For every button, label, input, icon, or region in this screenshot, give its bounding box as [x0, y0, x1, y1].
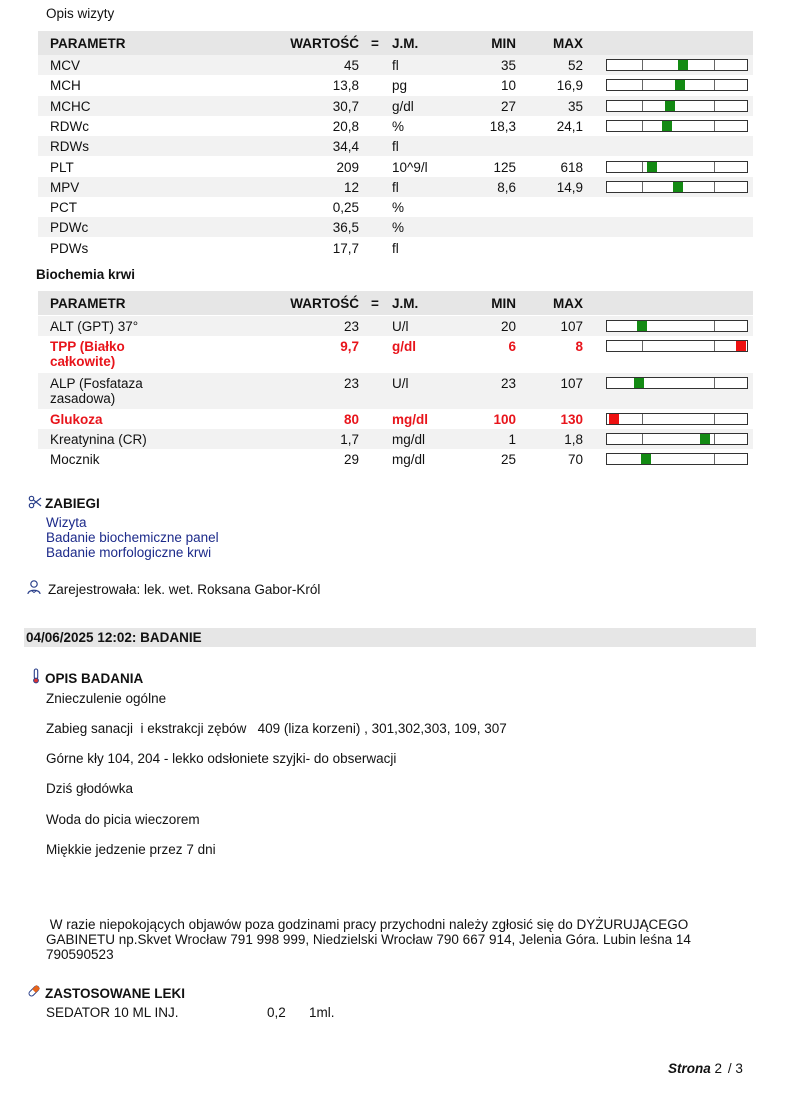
exam-line: Górne kły 104, 204 - lekko odsłoniete szyjki- do obserwacji: [46, 751, 397, 766]
cell-min: 23: [500, 376, 516, 391]
exam-header: 04/06/2025 12:02: BADANIE: [26, 630, 202, 645]
range-tick: [642, 182, 643, 192]
cell-max: 52: [567, 58, 583, 73]
cell-value: 1,7: [340, 432, 359, 447]
range-tick: [714, 162, 715, 172]
value-marker: [647, 162, 657, 172]
visit-title: Opis wizyty: [46, 6, 115, 21]
table-row: [38, 429, 753, 449]
cell-max: 24,1: [556, 118, 583, 134]
column-header-eq: =: [371, 296, 379, 311]
range-bar: [606, 181, 748, 193]
range-tick: [642, 80, 643, 90]
cell-max: 16,9: [556, 78, 583, 94]
column-header-eq: =: [371, 36, 379, 51]
cell-value: 34,4: [332, 139, 359, 155]
range-bar: [606, 377, 748, 389]
column-header-param: PARAMETR: [50, 36, 126, 51]
cell-unit: 10^9/l: [392, 159, 428, 175]
value-marker: [641, 454, 651, 464]
cell-unit: g/dl: [392, 339, 416, 354]
table-header: [38, 31, 753, 55]
range-tick: [714, 434, 715, 444]
cell-name: TPP (Białko całkowite): [50, 339, 125, 369]
cell-value: 9,7: [340, 339, 359, 354]
value-marker: [637, 321, 647, 331]
cell-max: 107: [560, 319, 583, 334]
cell-min: 27: [500, 98, 516, 114]
column-header-max: MAX: [553, 36, 583, 51]
page-label: Strona: [668, 1061, 711, 1076]
cell-min: 6: [508, 339, 516, 354]
cell-name: Kreatynina (CR): [50, 432, 147, 447]
range-tick: [642, 101, 643, 111]
cell-max: 107: [560, 376, 583, 391]
exam-line: Znieczulenie ogólne: [46, 691, 167, 706]
value-marker: [678, 60, 688, 70]
range-bar: [606, 413, 748, 425]
range-tick: [714, 378, 715, 388]
drug-qty: 0,2: [267, 1005, 286, 1020]
cell-name: RDWc: [50, 118, 89, 134]
cell-value: 20,8: [332, 118, 359, 134]
cell-name: Mocznik: [50, 452, 100, 467]
value-marker: [662, 121, 672, 131]
cell-unit: fl: [392, 240, 399, 256]
range-bar: [606, 433, 748, 445]
value-marker: [736, 341, 746, 351]
thermometer-icon: [31, 668, 41, 687]
cell-unit: %: [392, 118, 405, 134]
after-hours-notice: W razie niepokojących objawów poza godzinami pracy przychodni należy zgłosić się do DYŻURUJĄCEGO GABINETU np.Skvet Wrocław 791 998 999, Niedzielski Wrocław 790 667 914, Jelenia Góra. Lubin leśna 14 790590523: [46, 917, 695, 962]
table-row: [38, 116, 753, 136]
table-row: [38, 409, 753, 429]
cell-unit: %: [392, 200, 405, 216]
cell-value: 80: [343, 412, 359, 427]
cell-name: PDWc: [50, 220, 89, 236]
exam-line: Dziś głodówka: [46, 781, 134, 796]
cell-min: 125: [493, 159, 516, 175]
procedures-title: ZABIEGI: [45, 496, 100, 511]
cell-name: ALP (Fosfataza zasadowa): [50, 376, 143, 406]
cell-max: 70: [567, 452, 583, 467]
cell-value: 12: [343, 179, 359, 195]
exam-header-bar: [24, 628, 756, 647]
range-tick: [714, 182, 715, 192]
procedure-link[interactable]: Badanie biochemiczne panel: [46, 530, 219, 545]
cell-max: 1,8: [564, 432, 583, 447]
value-marker: [665, 101, 675, 111]
table-row: [38, 75, 753, 95]
cell-name: MCV: [50, 58, 80, 73]
cell-min: 35: [500, 58, 516, 73]
cell-min: 10: [500, 78, 516, 94]
cell-name: PDWs: [50, 240, 89, 256]
range-bar: [606, 320, 748, 332]
cell-unit: U/l: [392, 319, 409, 334]
column-header-max: MAX: [553, 296, 583, 311]
table-row: [38, 157, 753, 177]
cell-min: 25: [500, 452, 516, 467]
cell-unit: g/dl: [392, 98, 414, 114]
cell-unit: mg/dl: [392, 452, 426, 467]
column-header-value: WARTOŚĆ: [290, 36, 359, 51]
range-tick: [714, 121, 715, 131]
table-row: [38, 373, 753, 409]
exam-line: Miękkie jedzenie przez 7 dni: [46, 842, 216, 857]
cell-name: ALT (GPT) 37°: [50, 319, 139, 334]
value-marker: [609, 414, 619, 424]
table-row: [38, 96, 753, 116]
range-tick: [714, 80, 715, 90]
column-header-param: PARAMETR: [50, 296, 126, 311]
range-tick: [714, 341, 715, 351]
column-header-unit: J.M.: [392, 296, 419, 311]
registered-by: Zarejestrowała: lek. wet. Roksana Gabor-Król: [48, 582, 321, 597]
cell-value: 17,7: [332, 240, 359, 256]
column-header-value: WARTOŚĆ: [290, 296, 359, 311]
cell-name: MPV: [50, 179, 80, 195]
table-row: [38, 55, 753, 75]
range-tick: [642, 60, 643, 70]
cell-unit: pg: [392, 78, 408, 94]
cell-value: 23: [343, 319, 359, 334]
range-tick: [642, 414, 643, 424]
value-marker: [700, 434, 710, 444]
range-tick: [714, 101, 715, 111]
range-bar: [606, 340, 748, 352]
drug-name: SEDATOR 10 ML INJ.: [46, 1005, 179, 1020]
cell-name: MCH: [50, 78, 81, 94]
cell-min: 20: [500, 319, 516, 334]
range-tick: [642, 121, 643, 131]
cell-value: 36,5: [332, 220, 359, 236]
value-marker: [675, 80, 685, 90]
table-row: [38, 449, 753, 469]
cell-unit: mg/dl: [392, 412, 428, 427]
column-header-unit: J.M.: [392, 36, 419, 51]
cell-min: 100: [493, 412, 516, 427]
cell-name: Glukoza: [50, 412, 103, 427]
cell-value: 23: [343, 376, 359, 391]
cell-name: PCT: [50, 200, 77, 216]
cell-unit: fl: [392, 179, 399, 195]
range-bar: [606, 59, 748, 71]
drug-unit: 1ml.: [309, 1005, 335, 1020]
range-bar: [606, 79, 748, 91]
vet-user-icon: [26, 579, 42, 598]
cell-value: 0,25: [332, 200, 359, 216]
cell-name: RDWs: [50, 139, 89, 155]
exam-title: OPIS BADANIA: [45, 671, 144, 686]
exam-line: Zabieg sanacji i ekstrakcji zębów 409 (liza korzeni) , 301,302,303, 109, 307: [46, 721, 507, 736]
table-row: [38, 316, 753, 336]
cell-unit: mg/dl: [392, 432, 426, 447]
range-tick: [714, 454, 715, 464]
table-row: [38, 136, 753, 156]
page-current: 2: [714, 1061, 723, 1076]
table-row: [38, 336, 753, 373]
range-tick: [642, 162, 643, 172]
column-header-min: MIN: [491, 296, 516, 311]
range-bar: [606, 100, 748, 112]
table-row: [38, 238, 753, 258]
procedure-link[interactable]: Wizyta: [46, 515, 87, 530]
value-marker: [634, 378, 644, 388]
cell-max: 14,9: [556, 179, 583, 195]
table-header: [38, 291, 753, 315]
range-tick: [714, 414, 715, 424]
biochem-title: Biochemia krwi: [36, 267, 136, 282]
cell-min: 1: [508, 432, 516, 447]
exam-line: Woda do picia wieczorem: [46, 812, 200, 827]
cell-max: 130: [560, 412, 583, 427]
cell-max: 618: [560, 159, 583, 175]
cell-value: 209: [336, 159, 359, 175]
column-header-min: MIN: [491, 36, 516, 51]
cell-max: 8: [575, 339, 583, 354]
page-total: 3: [735, 1061, 743, 1076]
procedure-link[interactable]: Badanie morfologiczne krwi: [46, 545, 212, 560]
range-bar: [606, 453, 748, 465]
cell-value: 29: [343, 452, 359, 467]
cell-unit: fl: [392, 139, 399, 155]
range-tick: [714, 321, 715, 331]
cell-min: 18,3: [489, 118, 516, 134]
range-tick: [714, 60, 715, 70]
range-bar: [606, 120, 748, 132]
cell-min: 8,6: [497, 179, 516, 195]
table-row: [38, 177, 753, 197]
pill-icon: [27, 984, 41, 1001]
cell-unit: fl: [392, 58, 399, 73]
range-tick: [642, 434, 643, 444]
range-bar: [606, 161, 748, 173]
cell-value: 45: [343, 58, 359, 73]
cell-value: 30,7: [332, 98, 359, 114]
cell-name: PLT: [50, 159, 74, 175]
page-sep: /: [727, 1061, 732, 1076]
table-row: [38, 197, 753, 217]
page-indicator: [668, 1061, 743, 1076]
cell-unit: %: [392, 220, 405, 236]
cell-value: 13,8: [332, 78, 359, 94]
scissors-icon: [28, 495, 42, 512]
value-marker: [673, 182, 683, 192]
cell-name: MCHC: [50, 98, 91, 114]
table-row: [38, 217, 753, 237]
range-tick: [642, 341, 643, 351]
cell-max: 35: [567, 98, 583, 114]
drugs-title: ZASTOSOWANE LEKI: [45, 986, 186, 1001]
cell-unit: U/l: [392, 376, 409, 391]
